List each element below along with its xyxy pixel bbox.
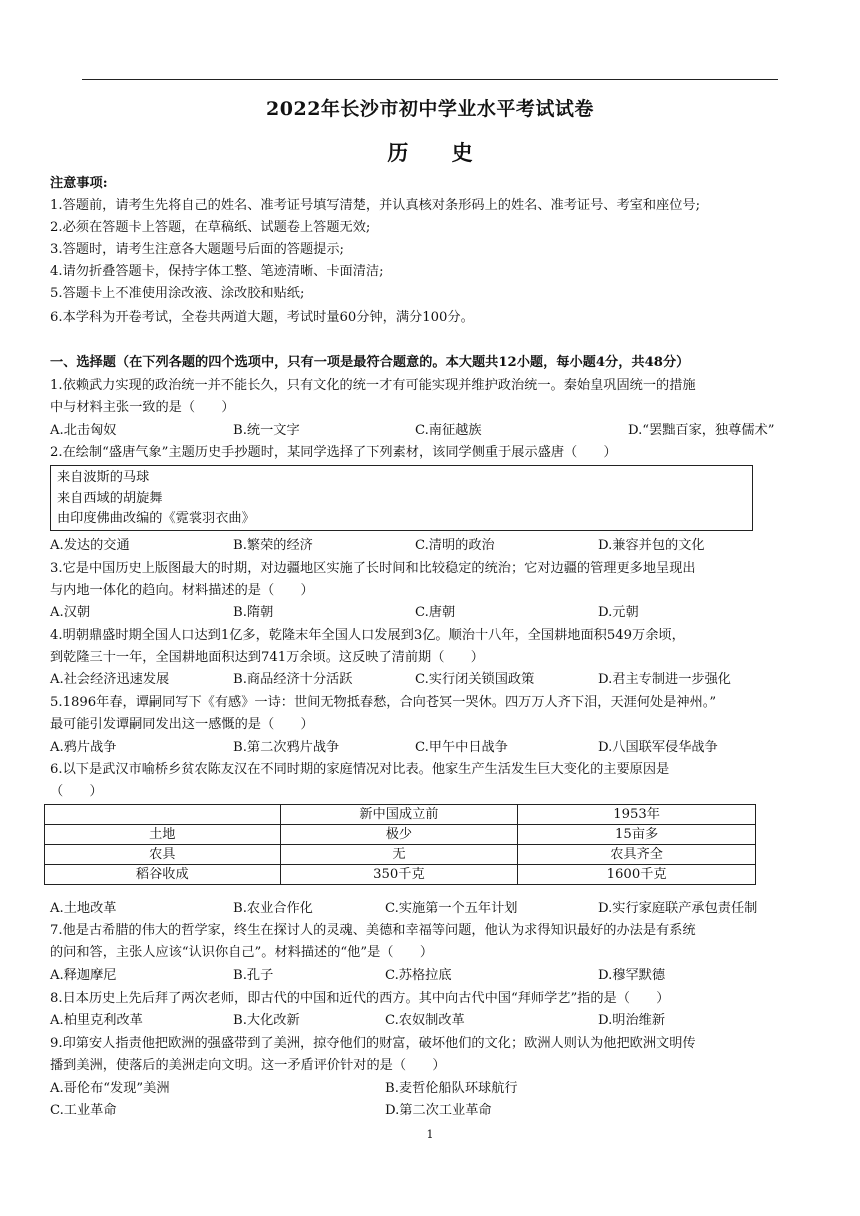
table-cell: 无 bbox=[280, 845, 518, 865]
option-c: C.苏格拉底 bbox=[385, 968, 452, 983]
notes-heading: 注意事项: bbox=[50, 176, 108, 191]
note-item: 1.答题前，请考生先将自己的姓名、准考证号填写清楚，并认真核对条形码上的姓名、准考证号、考室和座位号; bbox=[50, 198, 701, 213]
option-b: B.商品经济十分活跃 bbox=[233, 672, 353, 687]
question-9-options-row1 bbox=[50, 1079, 810, 1099]
option-a: A.北击匈奴 bbox=[50, 423, 117, 438]
option-d: D.兼容并包的文化 bbox=[598, 538, 705, 553]
question-1-options bbox=[50, 421, 810, 441]
question-9-options-row2 bbox=[50, 1101, 810, 1121]
option-d: D.明治维新 bbox=[598, 1013, 666, 1028]
option-d: D.元朝 bbox=[598, 605, 639, 620]
question-6-text: （ ） bbox=[50, 784, 103, 799]
option-b: B.孔子 bbox=[233, 968, 274, 983]
table-cell: 1600千克 bbox=[518, 865, 756, 885]
option-b: B.繁荣的经济 bbox=[233, 538, 313, 553]
question-4-text: 4.明朝鼎盛时期全国人口达到1亿多，乾隆末年全国人口发展到3亿。顺治十八年，全国耕地面积549万余顷， bbox=[50, 628, 685, 643]
option-a: A.社会经济迅速发展 bbox=[50, 672, 170, 687]
question-1-text: 1.依赖武力实现的政治统一并不能长久，只有文化的统一才有可能实现并维护政治统一。秦始皇巩固统一的措施 bbox=[50, 378, 696, 393]
table-cell bbox=[45, 805, 281, 825]
table-row bbox=[45, 865, 756, 885]
question-5-text: 5.1896年春，谭嗣同写下《有感》一诗：世间无物抵春愁，合向苍冥一哭休。四万万人齐下泪，天涯何处是神州。” bbox=[50, 695, 717, 710]
question-7-text: 的问和答，主张人应该“认识你自己”。材料描述的“他”是（ ） bbox=[50, 945, 434, 960]
table-cell: 极少 bbox=[280, 825, 518, 845]
option-a: A.土地改革 bbox=[50, 901, 117, 916]
header-rule bbox=[82, 79, 778, 80]
option-d: D.第二次工业革命 bbox=[385, 1103, 492, 1118]
option-c: C.实行闭关锁国政策 bbox=[415, 672, 535, 687]
option-d: D.君主专制进一步强化 bbox=[598, 672, 731, 687]
option-b: B.大化改新 bbox=[233, 1013, 300, 1028]
table-cell: 农具齐全 bbox=[518, 845, 756, 865]
option-d: D.穆罕默德 bbox=[598, 968, 666, 983]
table-cell: 稻谷收成 bbox=[45, 865, 281, 885]
table-cell: 1953年 bbox=[518, 805, 756, 825]
note-item: 6.本学科为开卷考试，全卷共两道大题，考试时量60分钟，满分100分。 bbox=[50, 310, 474, 325]
question-7-text: 7.他是古希腊的伟大的哲学家，终生在探讨人的灵魂、美德和幸福等问题，他认为求得知识最好的办法是有系统 bbox=[50, 923, 696, 938]
question-3-options bbox=[50, 603, 810, 623]
table-cell: 15亩多 bbox=[518, 825, 756, 845]
option-c: C.甲午中日战争 bbox=[415, 740, 508, 755]
subject-title: 历 史 bbox=[387, 140, 491, 165]
comparison-table bbox=[44, 804, 756, 885]
question-6-options bbox=[50, 899, 810, 919]
option-c: C.工业革命 bbox=[50, 1103, 117, 1118]
question-4-text: 到乾隆三十一年，全国耕地面积达到741万余顷。这反映了清前期（ ） bbox=[50, 650, 484, 665]
option-a: A.释迦摩尼 bbox=[50, 968, 117, 983]
question-9-text: 9.印第安人指责他把欧洲的强盛带到了美洲，掠夺他们的财富，破坏他们的文化；欧洲人则认为他把欧洲文明传 bbox=[50, 1036, 696, 1051]
option-a: A.柏里克利改革 bbox=[50, 1013, 143, 1028]
question-7-options bbox=[50, 966, 810, 986]
table-cell: 350千克 bbox=[280, 865, 518, 885]
option-a: A.汉朝 bbox=[50, 605, 91, 620]
option-c: C.唐朝 bbox=[415, 605, 456, 620]
question-9-text: 播到美洲，使落后的美洲走向文明。这一矛盾评价针对的是（ ） bbox=[50, 1058, 446, 1073]
question-6-text: 6.以下是武汉市喻桥乡贫农陈友汉在不同时期的家庭情况对比表。他家生产生活发生巨大变化的主要原因是 bbox=[50, 762, 670, 777]
question-1-text: 中与材料主张一致的是（ ） bbox=[50, 400, 235, 415]
table-row bbox=[45, 825, 756, 845]
note-item: 2.必须在答题卡上答题，在草稿纸、试题卷上答题无效; bbox=[50, 220, 371, 235]
table-cell: 土地 bbox=[45, 825, 281, 845]
option-d: D.实行家庭联产承包责任制 bbox=[598, 901, 758, 916]
question-2-options bbox=[50, 536, 810, 556]
option-c: C.实施第一个五年计划 bbox=[385, 901, 518, 916]
option-c: C.农奴制改革 bbox=[385, 1013, 465, 1028]
material-line: 来自西域的胡旋舞 bbox=[57, 490, 163, 506]
page-number: 1 bbox=[426, 1128, 434, 1141]
question-5-options bbox=[50, 738, 810, 758]
option-b: B.统一文字 bbox=[233, 423, 300, 438]
question-3-text: 与内地一体化的趋向。材料描述的是（ ） bbox=[50, 583, 314, 598]
material-box bbox=[50, 465, 753, 531]
option-a: A.鸦片战争 bbox=[50, 740, 117, 755]
table-row bbox=[45, 845, 756, 865]
question-8-text: 8.日本历史上先后拜了两次老师，即古代的中国和近代的西方。其中向古代中国“拜师学艺”指的是（ ） bbox=[50, 991, 670, 1006]
option-d: D.八国联军侵华战争 bbox=[598, 740, 718, 755]
question-8-options bbox=[50, 1011, 810, 1031]
option-a: A.发达的交通 bbox=[50, 538, 130, 553]
exam-title: 2022年长沙市初中学业水平考试试卷 bbox=[266, 98, 594, 120]
option-b: B.隋朝 bbox=[233, 605, 274, 620]
option-b: B.第二次鸦片战争 bbox=[233, 740, 340, 755]
option-b: B.麦哲伦船队环球航行 bbox=[385, 1081, 518, 1096]
question-4-options bbox=[50, 670, 810, 690]
question-3-text: 3.它是中国历史上版图最大的时期，对边疆地区实施了长时间和比较稳定的统治；它对边疆的管理更多地呈现出 bbox=[50, 561, 696, 576]
option-a: A.哥伦布“发现”美洲 bbox=[50, 1081, 170, 1096]
note-item: 4.请勿折叠答题卡，保持字体工整、笔迹清晰、卡面清洁; bbox=[50, 264, 384, 279]
table-cell: 新中国成立前 bbox=[280, 805, 518, 825]
question-2-text: 2.在绘制“盛唐气象”主题历史手抄题时，某同学选择了下列素材，该同学侧重于展示盛唐（ ） bbox=[50, 445, 617, 460]
option-b: B.农业合作化 bbox=[233, 901, 313, 916]
table-cell: 农具 bbox=[45, 845, 281, 865]
material-line: 由印度佛曲改编的《霓裳羽衣曲》 bbox=[57, 511, 255, 526]
option-c: C.清明的政治 bbox=[415, 538, 495, 553]
note-item: 3.答题时，请考生注意各大题题号后面的答题提示; bbox=[50, 242, 344, 257]
option-d: D.“罢黜百家，独尊儒术” bbox=[628, 423, 775, 438]
option-c: C.南征越族 bbox=[415, 423, 482, 438]
table-header-row bbox=[45, 805, 756, 825]
note-item: 5.答题卡上不准使用涂改液、涂改胶和贴纸; bbox=[50, 286, 305, 301]
material-line: 来自波斯的马球 bbox=[57, 470, 150, 485]
question-5-text: 最可能引发谭嗣同发出这一感慨的是（ ） bbox=[50, 717, 314, 732]
section-heading: 一、选择题（在下列各题的四个选项中，只有一项是最符合题意的。本大题共12小题，每小题4分，共48分） bbox=[50, 355, 690, 370]
